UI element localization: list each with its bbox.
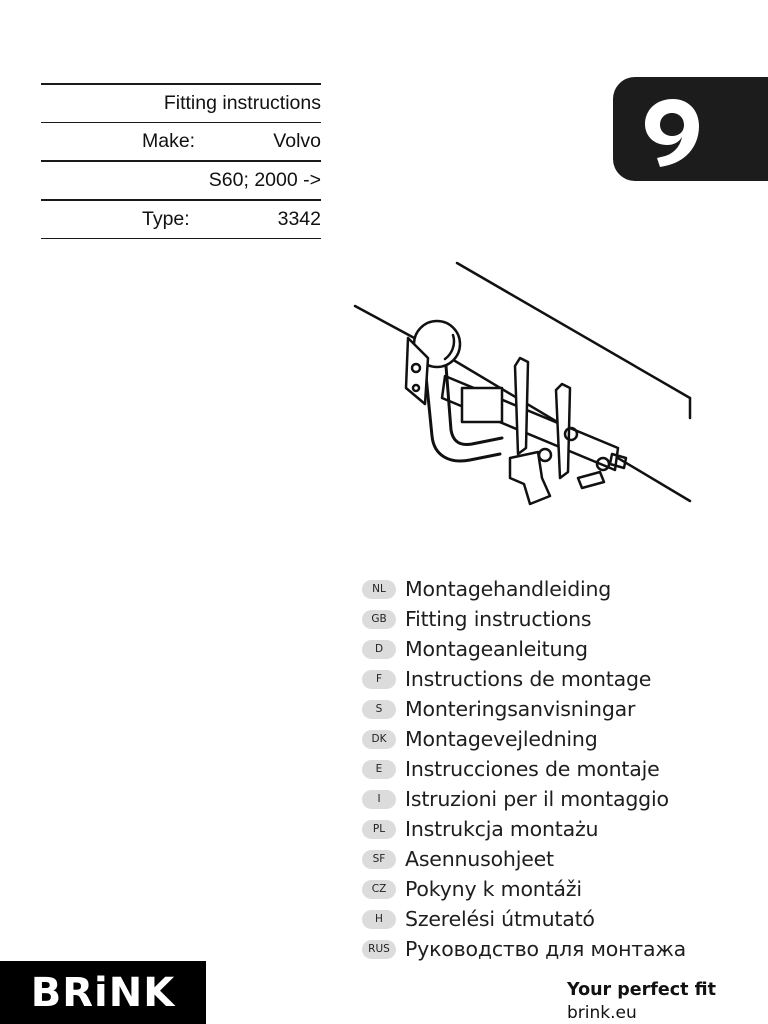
language-code-badge: F xyxy=(362,670,396,689)
language-label: Istruzioni per il montaggio xyxy=(405,787,669,811)
language-code-badge: RUS xyxy=(362,940,396,959)
language-code-badge: GB xyxy=(362,610,396,629)
language-item xyxy=(362,904,686,934)
website: brink.eu xyxy=(567,1003,637,1023)
language-item xyxy=(362,874,686,904)
language-item xyxy=(362,814,686,844)
language-label: Szerelési útmutató xyxy=(405,907,595,931)
make-label: Make: xyxy=(142,130,196,152)
spec-table xyxy=(41,83,321,239)
language-code-badge: E xyxy=(362,760,396,779)
language-label: Instrucciones de montaje xyxy=(405,757,660,781)
language-item xyxy=(362,694,686,724)
language-item xyxy=(362,934,686,964)
language-code-badge: NL xyxy=(362,580,396,599)
language-code-badge: D xyxy=(362,640,396,659)
language-code-badge: I xyxy=(362,790,396,809)
language-label: Pokyny k montáži xyxy=(405,877,582,901)
language-label: Monteringsanvisningar xyxy=(405,697,636,721)
language-label: Asennusohjeet xyxy=(405,847,554,871)
language-code-badge: CZ xyxy=(362,880,396,899)
make-value: Volvo xyxy=(273,130,321,152)
language-item xyxy=(362,784,686,814)
language-code-badge: H xyxy=(362,910,396,929)
make-row xyxy=(41,123,321,160)
language-label: Fitting instructions xyxy=(405,607,592,631)
language-item xyxy=(362,664,686,694)
model-row xyxy=(41,162,321,199)
language-item xyxy=(362,724,686,754)
doc-title: Fitting instructions xyxy=(163,92,321,114)
language-list xyxy=(362,574,686,964)
divider xyxy=(41,238,321,239)
model-value: S60; 2000 -> xyxy=(208,169,321,191)
language-code-badge: SF xyxy=(362,850,396,869)
language-code-badge: S xyxy=(362,700,396,719)
tagline: Your perfect fit xyxy=(567,980,716,1000)
type-row xyxy=(41,201,321,238)
language-item xyxy=(362,844,686,874)
language-code-badge: DK xyxy=(362,730,396,749)
language-label: Montageanleitung xyxy=(405,637,588,661)
language-code-badge: PL xyxy=(362,820,396,839)
language-item xyxy=(362,574,686,604)
nine-icon xyxy=(633,91,711,169)
language-label: Montagevejledning xyxy=(405,727,598,751)
language-item xyxy=(362,634,686,664)
towbar-drawing xyxy=(350,258,700,548)
language-item xyxy=(362,754,686,784)
spec-title-row xyxy=(41,85,321,122)
type-label: Type: xyxy=(142,208,190,230)
type-badge xyxy=(613,77,768,181)
language-label: Montagehandleiding xyxy=(405,577,612,601)
language-label: Руководство для монтажа xyxy=(405,937,687,961)
brink-logo: BRiNK xyxy=(0,961,206,1024)
type-value: 3342 xyxy=(277,208,321,230)
language-item xyxy=(362,604,686,634)
language-label: Instrukcja montażu xyxy=(405,817,599,841)
language-label: Instructions de montage xyxy=(405,667,652,691)
